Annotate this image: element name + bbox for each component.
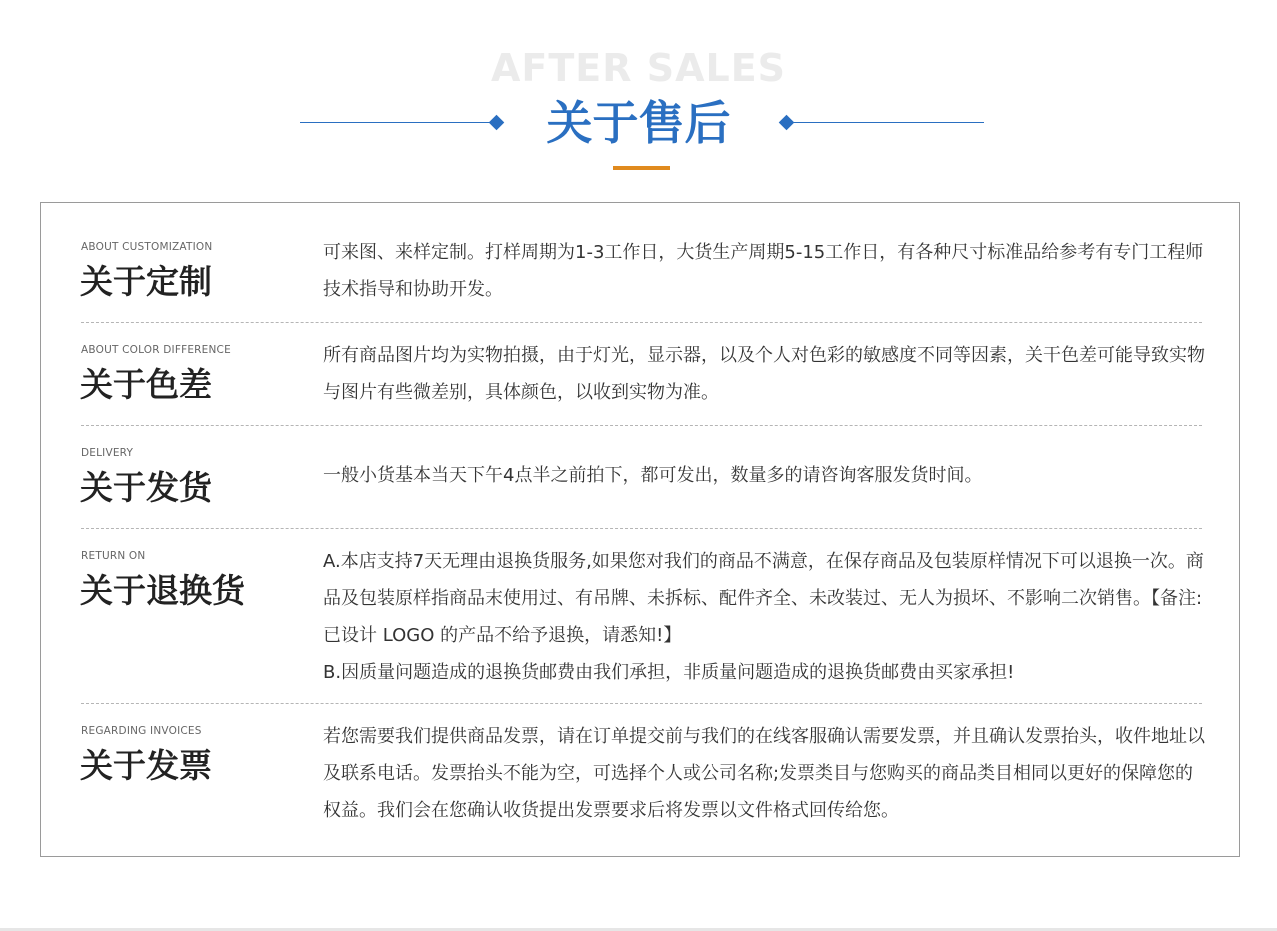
section-divider [81, 322, 1202, 323]
section-paragraph: 可来图、来样定制。打样周期为1-3工作日，大货生产周期5-15工作日，有各种尺寸标准品给参考有专门工程师技术指导和协助开发。 [323, 242, 1204, 300]
background-title: AFTER SALES [490, 46, 787, 90]
section-heading: 关于定制 [80, 262, 212, 301]
section-en-label: REGARDING INVOICES [81, 725, 202, 737]
section-en-label: DELIVERY [81, 447, 134, 459]
section-divider [81, 425, 1202, 426]
section-text [323, 718, 1208, 829]
section-divider [81, 703, 1202, 704]
title-underline [613, 166, 670, 170]
section-paragraph: 若您需要我们提供商品发票，请在订单提交前与我们的在线客服确认需要发票，并且确认发票抬头，收件地址以及联系电话。发票抬头不能为空，可选择个人或公司名称;发票类目与您购买的商品类目相同以更好的保障您的权益。我们会在您确认收货提出发票要求后将发票以文件格式回传给您。 [323, 726, 1205, 821]
section-divider [81, 528, 1202, 529]
section-en-label: RETURN ON [81, 550, 146, 562]
section-text [323, 457, 1208, 494]
section-paragraph: 所有商品图片均为实物拍摄，由于灯光，显示器，以及个人对色彩的敏感度不同等因素，关干色差可能导致实物与图片有些微差别，具体颜色，以收到实物为准。 [323, 345, 1205, 403]
section-paragraph: 一般小货基本当天下午4点半之前拍下，都可发出，数量多的请咨询客服发货时间。 [323, 465, 983, 486]
section-heading: 关于色差 [80, 365, 212, 404]
section-text [323, 543, 1208, 691]
page-title: 关于售后 [546, 96, 731, 150]
section-en-label: ABOUT COLOR DIFFERENCE [81, 344, 231, 356]
section-en-label: ABOUT CUSTOMIZATION [81, 241, 213, 253]
title-rule-right [792, 122, 984, 123]
section-heading: 关于发票 [80, 746, 212, 785]
section-text [323, 234, 1208, 308]
section-heading: 关于退换货 [80, 571, 245, 610]
section-text [323, 337, 1208, 411]
section-paragraph: B.因质量问题造成的退换货邮费由我们承担，非质量问题造成的退换货邮费由买家承担! [323, 662, 1015, 683]
section-heading: 关于发货 [80, 468, 212, 507]
section-paragraph: A.本店支持7天无理由退换货服务,如果您对我们的商品不满意，在保存商品及包装原样情况下可以退换一次。商品及包装原样指商品末使用过、有吊牌、未拆标、配件齐全、未改装过、无人为损坏、不影响二次销售。【备注:已设计 LOGO 的产品不给予退换，请悉知!】 [323, 551, 1204, 646]
